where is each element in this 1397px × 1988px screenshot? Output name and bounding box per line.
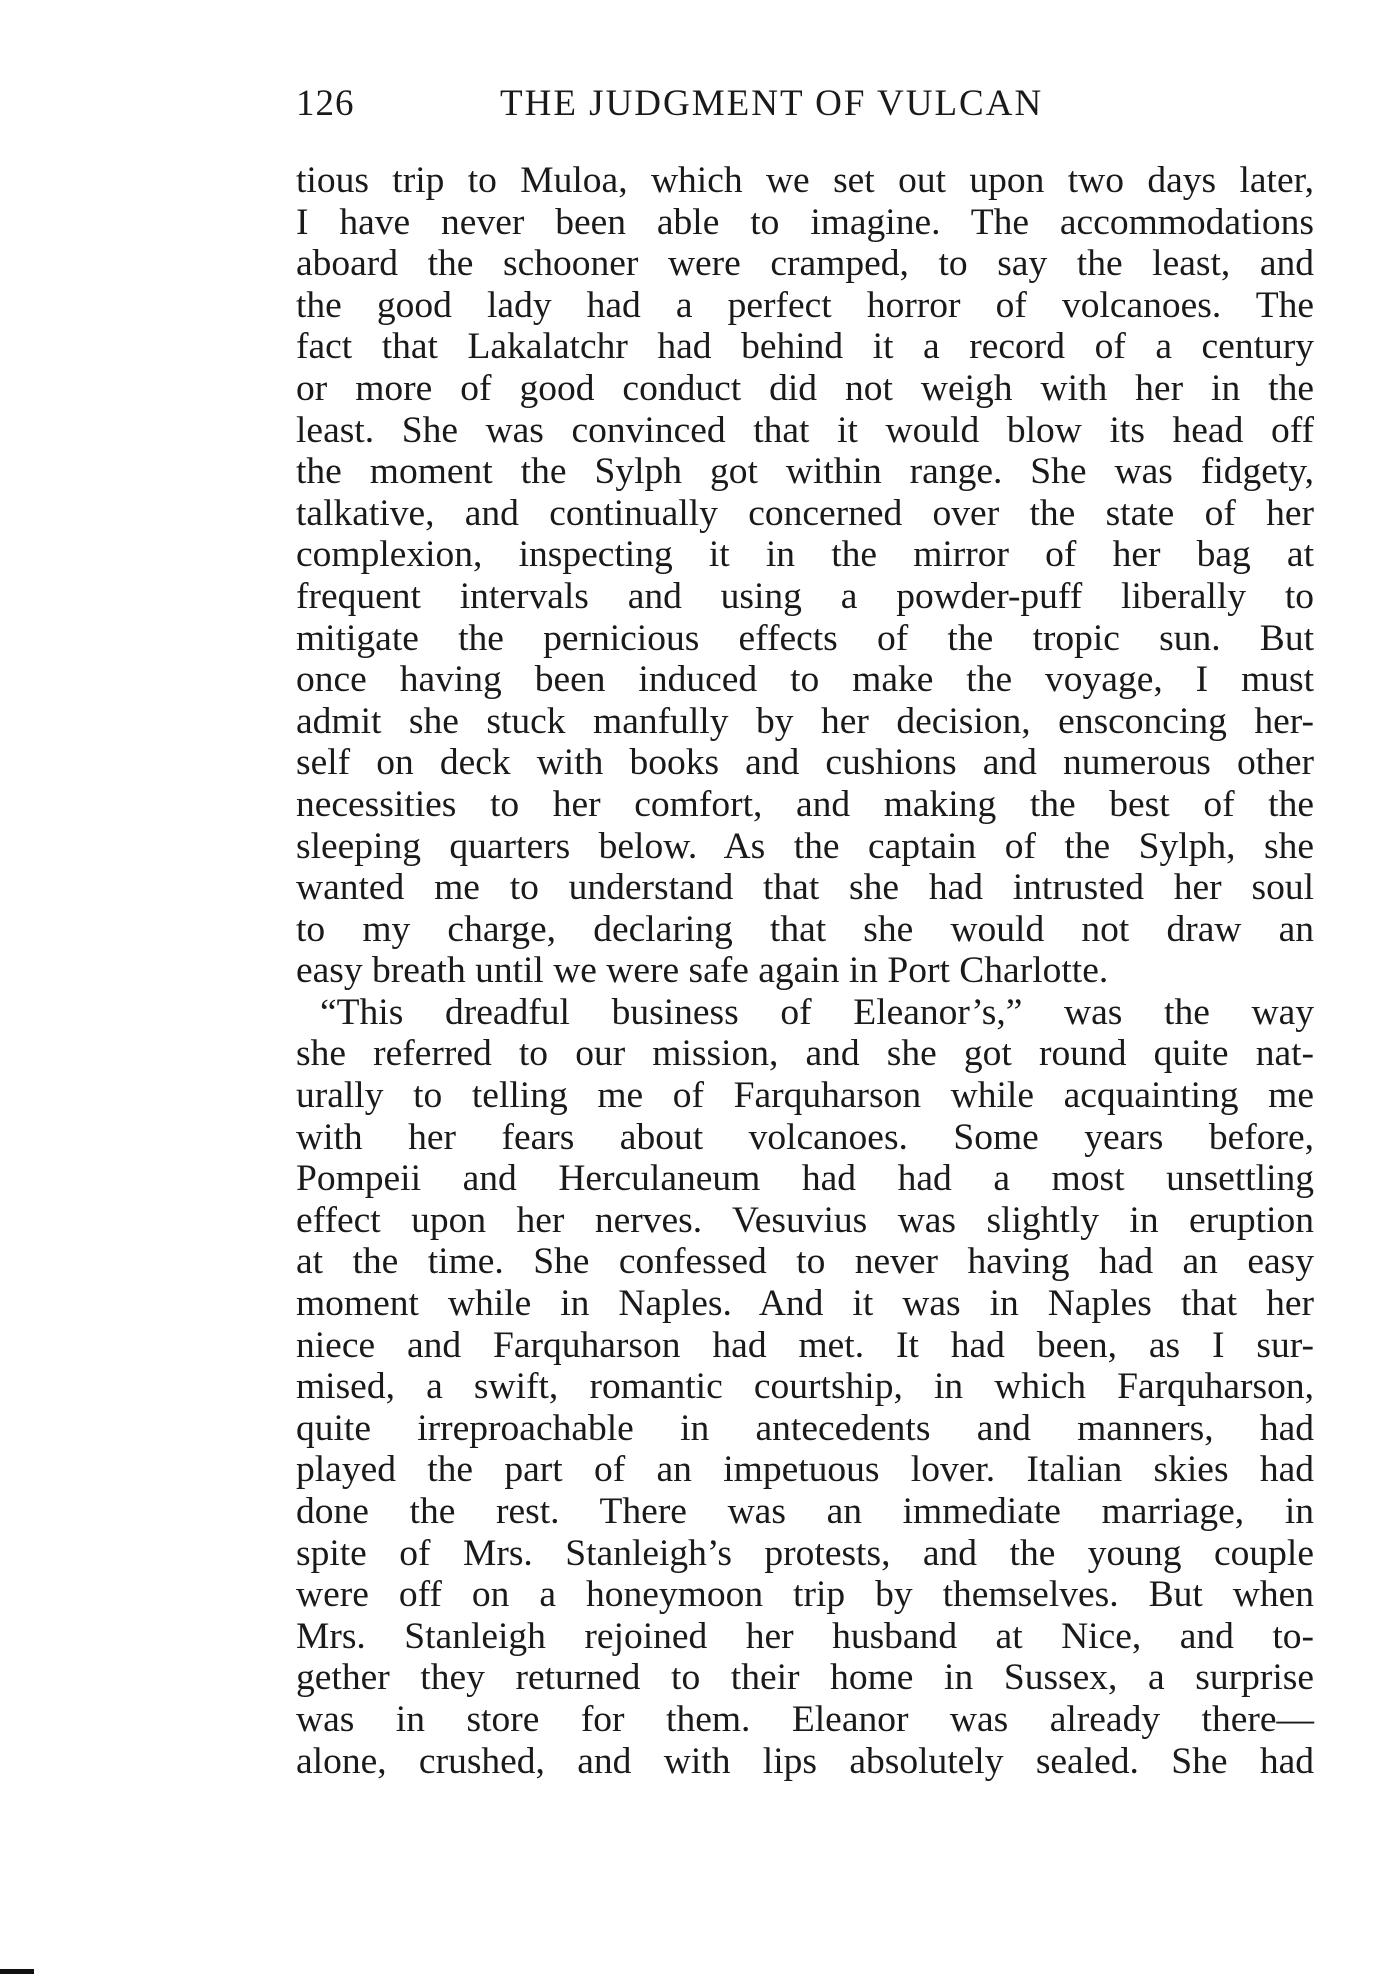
text-line: easy breath until we were safe again in Port Charlotte. <box>296 950 1109 992</box>
text-line: sleeping quarters below. As the captain of the Sylph, she <box>296 825 1314 867</box>
text-line: spite of Mrs. Stanleigh’s protests, and the young couple <box>296 1532 1314 1574</box>
text-line: the moment the Sylph got within range. She was fidgety, <box>296 451 1314 493</box>
text-line: quite irreproachable in antecedents and manners, had <box>296 1407 1314 1449</box>
text-line: played the part of an impetuous lover. Italian skies had <box>296 1449 1314 1491</box>
text-line: effect upon her nerves. Vesuvius was slightly in eruption <box>296 1199 1314 1241</box>
page-number: 126 <box>296 83 355 124</box>
body-text <box>296 160 1314 1782</box>
text-line: mised, a swift, romantic courtship, in which Farquharson, <box>296 1366 1314 1408</box>
text-line: Mrs. Stanleigh rejoined her husband at Nice, and to- <box>296 1615 1314 1657</box>
text-line: with her fears about volcanoes. Some years before, <box>296 1116 1314 1158</box>
text-line: fact that Lakalatchr had behind it a record of a century <box>296 326 1314 368</box>
text-line: least. She was convinced that it would blow its head off <box>296 409 1314 451</box>
text-line: the good lady had a perfect horror of volcanoes. The <box>296 284 1314 326</box>
text-line: tious trip to Muloa, which we set out upon two days later, <box>296 160 1314 201</box>
text-line: aboard the schooner were cramped, to say the least, and <box>296 243 1314 285</box>
text-line: necessities to her comfort, and making the best of the <box>296 783 1314 825</box>
text-line: urally to telling me of Farquharson while acquainting me <box>296 1075 1314 1117</box>
text-line: moment while in Naples. And it was in Naples that her <box>296 1283 1314 1325</box>
text-line: once having been induced to make the voyage, I must <box>296 659 1314 701</box>
text-line: “This dreadful business of Eleanor’s,” was the way <box>320 991 1314 1033</box>
text-line: or more of good conduct did not weigh with her in the <box>296 367 1314 409</box>
text-line: was in store for them. Eleanor was already there— <box>296 1698 1314 1740</box>
text-line: were off on a honeymoon trip by themselves. But when <box>296 1574 1314 1616</box>
text-line: wanted me to understand that she had intrusted her soul <box>296 867 1314 909</box>
text-line: niece and Farquharson had met. It had been, as I sur- <box>296 1324 1314 1366</box>
running-title: THE JUDGMENT OF VULCAN <box>500 83 1044 124</box>
text-line: at the time. She confessed to never having had an easy <box>296 1241 1314 1283</box>
text-line: I have never been able to imagine. The accommodations <box>296 201 1314 243</box>
text-line: Pompeii and Herculaneum had had a most unsettling <box>296 1158 1314 1200</box>
text-line: admit she stuck manfully by her decision, ensconcing her- <box>296 700 1314 742</box>
scan-edge-mark <box>0 1969 34 1974</box>
text-line: frequent intervals and using a powder-puff liberally to <box>296 575 1314 617</box>
text-line: mitigate the pernicious effects of the tropic sun. But <box>296 617 1314 659</box>
text-line: alone, crushed, and with lips absolutely sealed. She had <box>296 1740 1314 1782</box>
text-line: complexion, inspecting it in the mirror of her bag at <box>296 534 1314 576</box>
text-line: to my charge, declaring that she would not draw an <box>296 908 1314 950</box>
text-line: done the rest. There was an immediate marriage, in <box>296 1491 1314 1532</box>
text-line: gether they returned to their home in Sussex, a surprise <box>296 1657 1314 1699</box>
text-line: talkative, and continually concerned over the state of her <box>296 492 1314 534</box>
text-line: self on deck with books and cushions and numerous other <box>296 742 1314 784</box>
running-head <box>296 76 1141 132</box>
text-line: she referred to our mission, and she got round quite nat- <box>296 1033 1314 1075</box>
